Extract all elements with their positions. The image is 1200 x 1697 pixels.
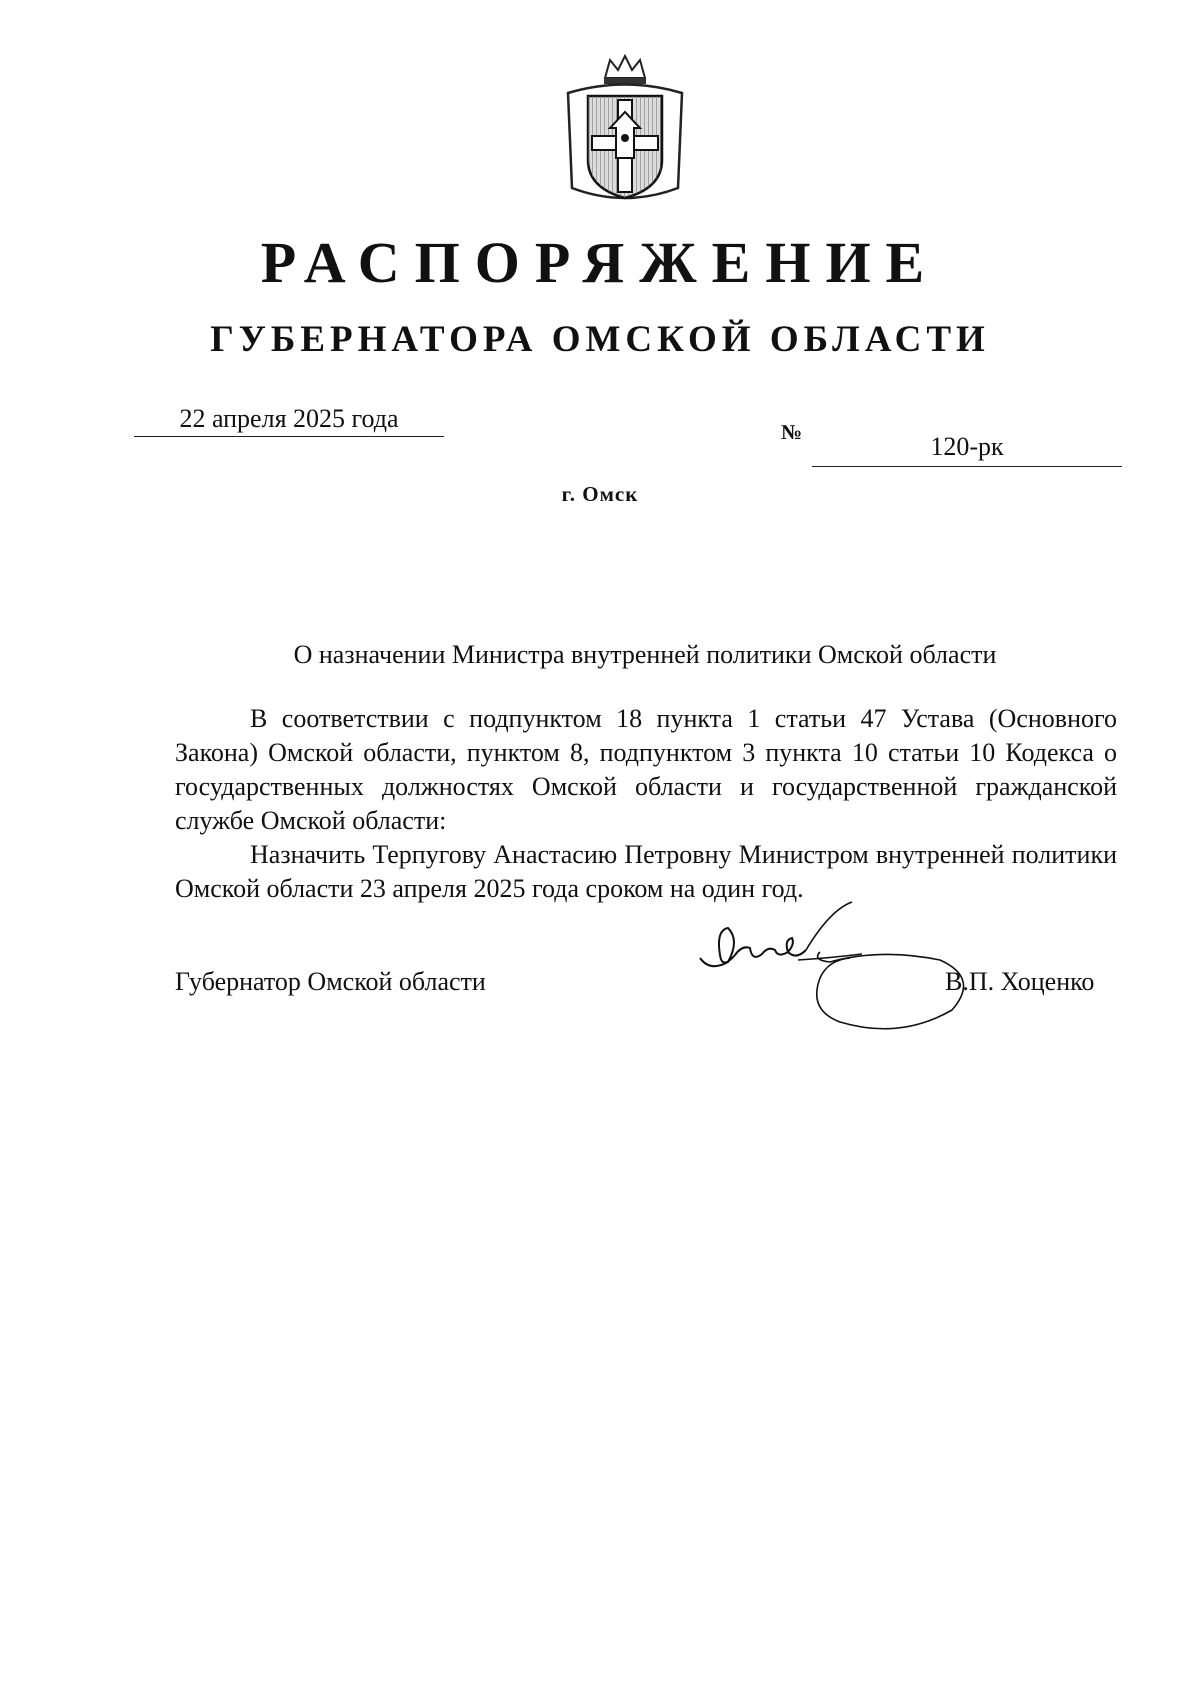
document-date: 22 апреля 2025 года xyxy=(179,404,399,433)
document-title: РАСПОРЯЖЕНИЕ xyxy=(260,230,940,295)
date-underline xyxy=(134,436,444,437)
document-subtitle: ГУБЕРНАТОРА ОМСКОЙ ОБЛАСТИ xyxy=(210,319,990,360)
body-paragraph-legal-basis: В соответствии с подпунктом 18 пункта 1 статьи 47 Устава (Основного Закона) Омской области, пунктом 8, подпунктом 3 пункта 10 статьи 10 Кодекса о государственных должностях Омской области и государственной гражданской службе Омской области: xyxy=(175,704,1117,835)
signatory-role: Губернатор Омской области xyxy=(175,967,486,996)
signatory-name: В.П. Хоценко xyxy=(945,967,1095,996)
number-sign: № xyxy=(781,420,803,444)
document-city: г. Омск xyxy=(561,482,639,506)
document-subject: О назначении Министра внутренней политики Омской области xyxy=(293,640,997,669)
document-number: 120-рк xyxy=(930,432,1004,461)
number-underline xyxy=(812,466,1122,467)
coat-of-arms-icon xyxy=(560,48,690,208)
body-paragraph-appointment: Назначить Терпугову Анастасию Петровну Министром внутренней политики Омской области 23 апреля 2025 года сроком на один год. xyxy=(175,840,1117,903)
